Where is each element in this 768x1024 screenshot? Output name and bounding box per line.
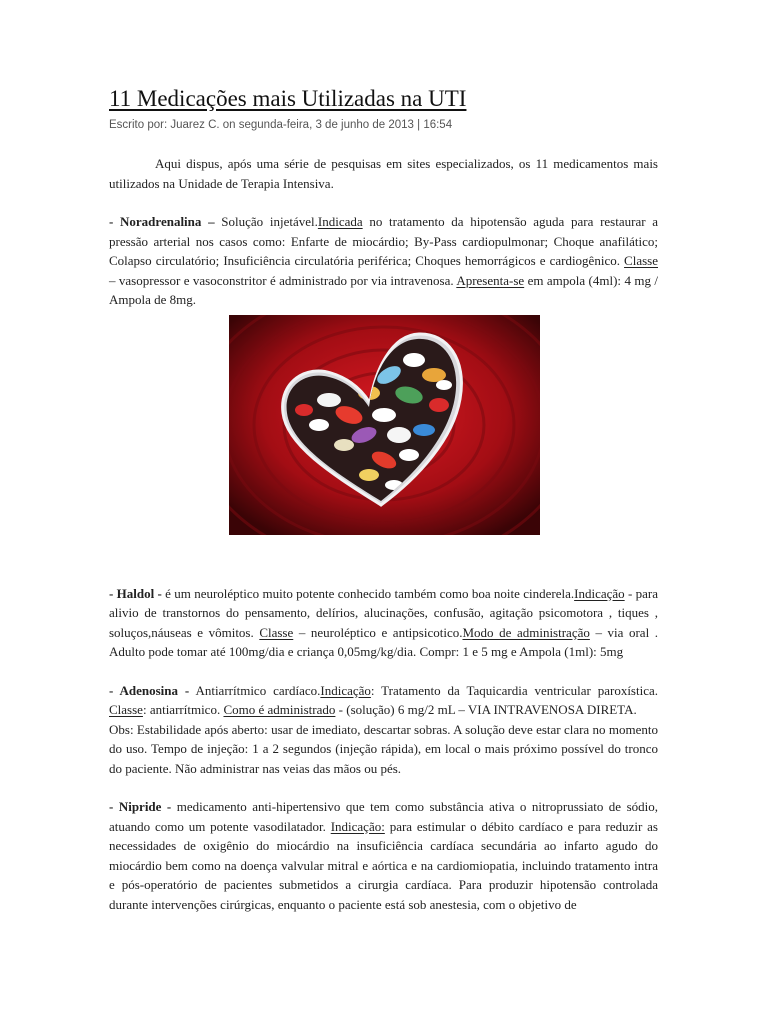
link-modo-administracao[interactable]: Modo de administração — [462, 624, 590, 640]
text: no tratamento da hipotensão aguda para restaurar a pressão arterial nos casos como: Enfarte de miocárdio; By-Pass cardiopulmonar; Choque anafilático; Colapso circulatório; Insuficiência circulatória periférica; Choques hemorrágicos e cardiogênico. — [109, 214, 658, 268]
text: - para alivio de transtornos do pensamento, delírios, alucinações, confusão, agitação psicomotora , tiques , soluços,náuseas e vômitos. — [109, 585, 658, 640]
text: – via oral . Adulto pode tomar até 100mg/dia e criança 0,05mg/kg/dia. Compr: 1 e 5 mg e Ampola (1ml): 5mg — [109, 624, 659, 659]
text: Solução injetável. — [214, 214, 318, 229]
section-noradrenalina — [109, 212, 658, 310]
text: em ampola (4ml): 4 mg / Ampola de 8mg. — [109, 272, 658, 307]
page-title[interactable]: 11 Medicações mais Utilizadas na UTI — [109, 86, 467, 111]
link-indicacao[interactable]: Indicação — [574, 585, 625, 601]
link-indicada[interactable]: Indicada — [317, 214, 363, 229]
link-indicacao[interactable]: Indicação: — [330, 818, 385, 834]
text: - (solução) 6 mg/2 mL – VIA INTRAVENOSA DIRETA. — [335, 702, 637, 717]
link-classe[interactable]: Classe — [109, 702, 143, 717]
text: : Tratamento da Taquicardia ventricular paroxística. — [370, 682, 659, 698]
photo-image — [229, 315, 540, 535]
text: – vasopressor e vasoconstritor é administrado por via intravenosa. — [109, 272, 457, 288]
intro-paragraph: Aqui dispus, após uma série de pesquisas em sites especializados, os 11 medicamentos mais utilizados na Unidade de Terapia Intensiva. — [109, 156, 658, 191]
text: Antiarrítmico cardíaco. — [189, 682, 321, 698]
article — [109, 84, 658, 914]
adenosina-obs: Obs: Estabilidade após aberto: usar de imediato, descartar sobras. A solução deve estar clara no momento do uso. Tempo de injeção: 1 a 2 segundos (injeção rápida), em local o mais próximo possível do tronco do paciente. Não administrar nas veias das mãos ou pés. — [109, 721, 658, 776]
link-indicacao[interactable]: Indicação — [320, 682, 371, 698]
section-haldol — [109, 584, 658, 662]
link-como-administrado[interactable]: Como é administrado — [223, 702, 336, 717]
link-classe[interactable]: Classe — [259, 624, 294, 640]
drug-label-haldol: - Haldol - — [109, 585, 162, 601]
drug-label-adenosina: - Adenosina - — [109, 682, 190, 698]
spacer — [109, 535, 658, 565]
link-classe[interactable]: Classe — [624, 253, 658, 268]
drug-label-noradrenalina: - Noradrenalina – — [109, 214, 215, 229]
heart-pills-photo — [229, 315, 540, 535]
byline: Escrito por: Juarez C. on segunda-feira, 3 de junho de 2013 | 16:54 — [109, 119, 453, 131]
text: é um neuroléptico muito potente conhecido também como boa noite cinderela. — [161, 585, 575, 601]
text: medicamento anti-hipertensivo que tem como substância ativa o nitroprussiato de sódio, atuando como um potente vasodilatador. — [109, 799, 658, 834]
drug-label-nipride: - Nipride - — [109, 799, 172, 814]
text: – neuroléptico e antipsicotico. — [293, 624, 463, 640]
text: para estimular o débito cardíaco e para reduzir as necessidades de oxigênio do miocárdio na insuficiência cardíaca secundária ao infarto agudo do miocárdio bem como na doença valvular mitral e aórtica e na cardiomiopatia, incluindo tratamento intra e pós-operatório de pacientes submetidos a cirurgia cardíaca. Para produzir hipotensão controlada durante intervenções cirúrgicas, enquanto o paciente está sob anestesia, com o objetivo de — [109, 818, 658, 912]
section-adenosina — [109, 681, 658, 720]
text: : antiarrítmico. — [142, 702, 224, 717]
link-apresenta-se[interactable]: Apresenta-se — [456, 272, 525, 288]
section-nipride — [109, 797, 658, 914]
